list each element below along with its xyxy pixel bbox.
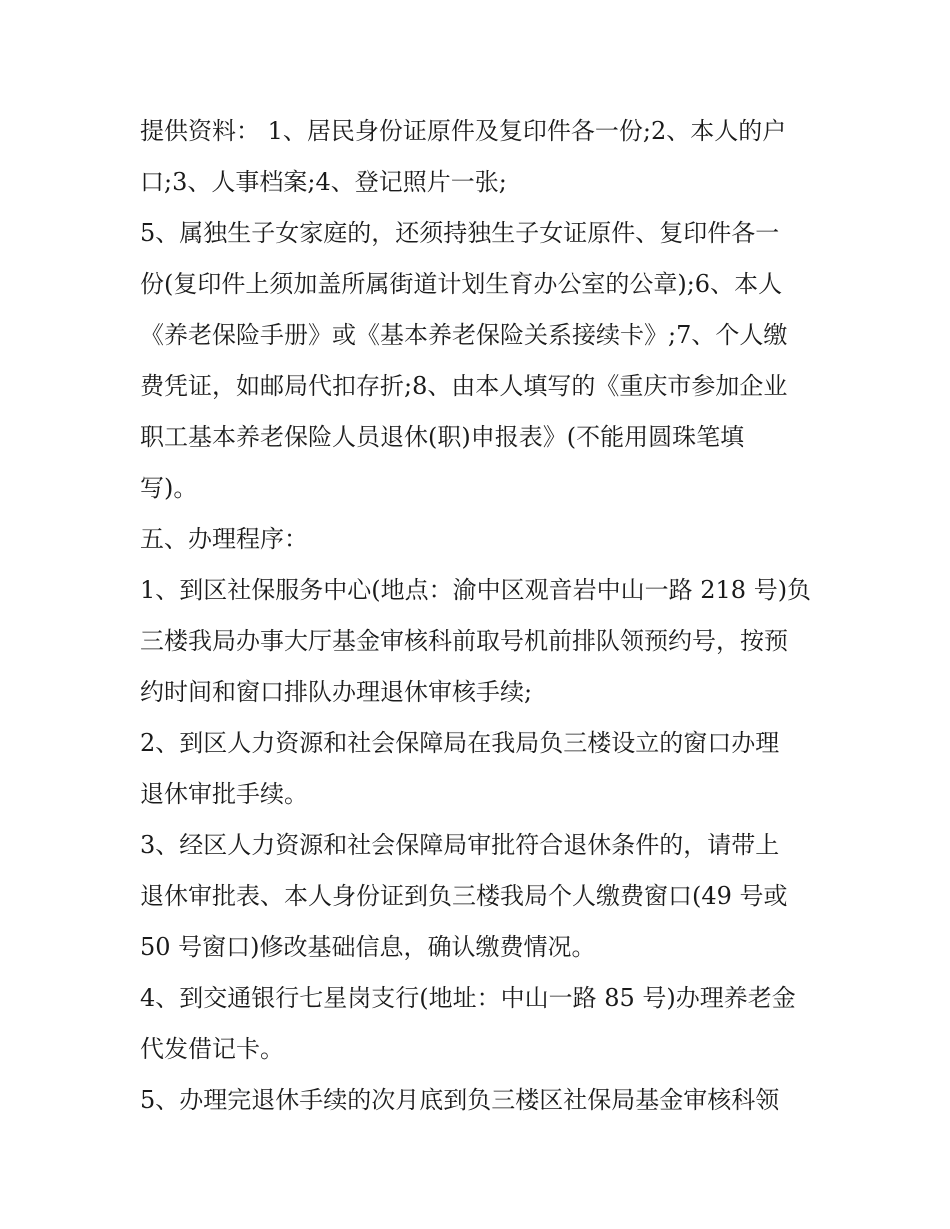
procedure-step-5: [140, 1075, 830, 1126]
document-body: [140, 106, 830, 1126]
text-line: 2、到区人力资源和社会保障局在我局负三楼设立的窗口办理: [140, 729, 780, 757]
text-line: 口;3、人事档案;4、登记照片一张;: [140, 168, 507, 196]
text-line: 《养老保险手册》或《基本养老保险关系接续卡》;7、个人缴: [140, 321, 788, 349]
text-line: 写)。: [140, 474, 198, 502]
text-line: 提供资料： 1、居民身份证原件及复印件各一份;2、本人的户: [140, 117, 787, 145]
text-line: 1、到区社保服务中心(地点：渝中区观音岩中山一路 218 号)负: [140, 576, 812, 604]
text-line: 份(复印件上须加盖所属街道计划生育办公室的公章);6、本人: [140, 270, 783, 298]
text-line: 职工基本养老保险人员退休(职)申报表》(不能用圆珠笔填: [140, 423, 745, 451]
text-line: 退休审批表、本人身份证到负三楼我局个人缴费窗口(49 号或: [140, 882, 788, 910]
text-line: 三楼我局办事大厅基金审核科前取号机前排队领预约号，按预: [140, 627, 788, 655]
text-line: 约时间和窗口排队办理退休审核手续;: [140, 678, 533, 706]
text-line: 费凭证，如邮局代扣存折;8、由本人填写的《重庆市参加企业: [140, 372, 788, 400]
section-heading-procedure: [140, 514, 830, 565]
procedure-step-4: [140, 973, 830, 1075]
text-line: 50 号窗口)修改基础信息，确认缴费情况。: [140, 933, 596, 961]
text-line: 代发借记卡。: [140, 1035, 284, 1063]
procedure-step-1: [140, 565, 830, 718]
text-line: 5、属独生子女家庭的，还须持独生子女证原件、复印件各一: [140, 219, 780, 247]
paragraph-materials-continued: [140, 208, 830, 514]
procedure-step-3: [140, 820, 830, 973]
section-heading: 五、办理程序：: [140, 525, 308, 553]
text-line: 退休审批手续。: [140, 780, 308, 808]
paragraph-materials: [140, 106, 830, 208]
text-line: 3、经区人力资源和社会保障局审批符合退休条件的，请带上: [140, 831, 780, 859]
procedure-step-2: [140, 718, 830, 820]
text-line: 4、到交通银行七星岗支行(地址：中山一路 85 号)办理养老金: [140, 984, 796, 1012]
text-line: 5、办理完退休手续的次月底到负三楼区社保局基金审核科领: [140, 1086, 780, 1114]
